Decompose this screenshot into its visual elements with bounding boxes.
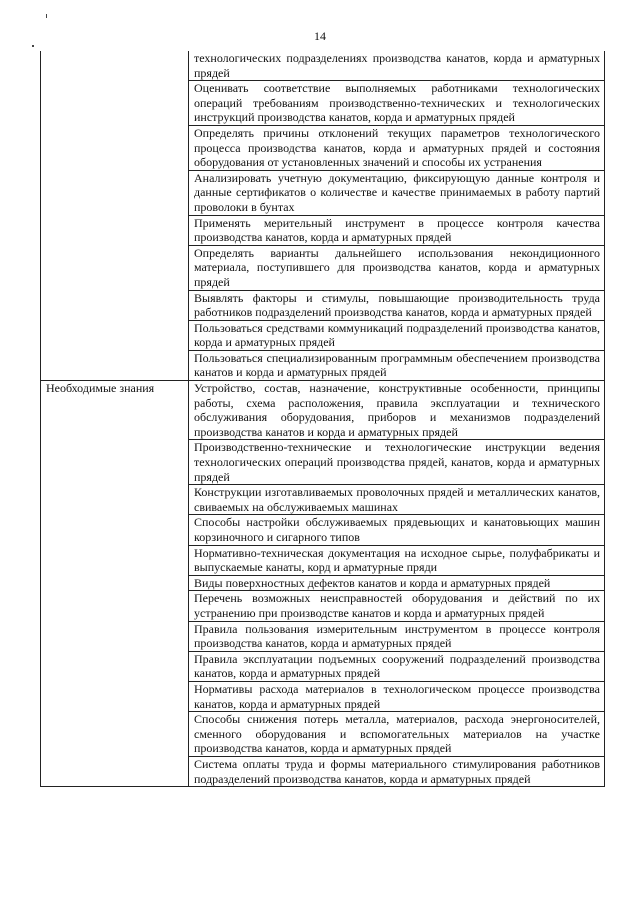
skill-item: Пользоваться специализированным программным обеспечением производства канатов и корда и арматурных прядей [189,350,605,380]
knowledge-item: Система оплаты труда и формы материального стимулирования работников подразделений производства канатов, корда и арматурных прядей [189,756,605,786]
knowledge-item: Конструкции изготавливаемых проволочных прядей и металлических канатов, свиваемых на обслуживаемых машинах [189,485,605,515]
competency-table [40,51,605,787]
page-number: 14 [314,29,326,43]
skill-item: Определять варианты дальнейшего использования некондиционного материала, поступившего для производства канатов, корда и арматурных прядей [189,245,605,290]
skill-item: Определять причины отклонений текущих параметров технологического процесса производства канатов, корда и арматурных прядей и состояния оборудования от установленных значений и способы их устранения [189,125,605,170]
knowledge-item: Способы снижения потерь металла, материалов, расхода энергоносителей, сменного оборудования и вспомогательных материалов на участке производства канатов, корда и арматурных прядей [189,712,605,757]
skill-item: Оценивать соответствие выполняемых работниками технологических операций требованиям производственно-технических и технологических инструкций производства канатов, корда и арматурных прядей [189,81,605,126]
skill-item: Пользоваться средствами коммуникаций подразделений производства канатов, корда и арматурных прядей [189,320,605,350]
skill-item: технологических подразделениях производства канатов, корда и арматурных прядей [189,51,605,81]
scan-speck [46,14,47,18]
knowledge-item: Виды поверхностных дефектов канатов и корда и арматурных прядей [189,575,605,591]
scan-speck [32,45,34,47]
knowledge-item: Производственно-технические и технологические инструкции ведения технологических операций производства прядей, канатов, корда и арматурных прядей [189,440,605,485]
knowledge-item: Устройство, состав, назначение, конструктивные особенности, принципы работы, схема расположения, правила эксплуатации и технического обслуживания оборудования, приборов и механизмов подразделений производства канатов и корда и арматурных прядей [189,381,605,440]
table-row [41,381,605,440]
knowledge-item: Способы настройки обслуживаемых прядевьющих и канатовьющих машин корзиночного и сигарного типов [189,515,605,545]
section-label: Необходимые знания [41,381,189,787]
skill-item: Применять мерительный инструмент в процессе контроля качества производства канатов, корда и арматурных прядей [189,215,605,245]
section-label [41,51,189,381]
knowledge-item: Правила эксплуатации подъемных сооружений подразделений производства канатов, корда и арматурных прядей [189,651,605,681]
knowledge-item: Правила пользования измерительным инструментом в процессе контроля производства канатов, корда и арматурных прядей [189,621,605,651]
table-row [41,51,605,81]
skill-item: Анализировать учетную документацию, фиксирующую данные контроля и данные сертификатов о количестве и качестве принимаемых в работу партий проволоки в бунтах [189,170,605,215]
knowledge-item: Нормативно-техническая документация на исходное сырье, полуфабрикаты и выпускаемые канаты, корд и арматурные пряди [189,545,605,575]
knowledge-item: Перечень возможных неисправностей оборудования и действий по их устранению при производстве канатов и корда и арматурных прядей [189,591,605,621]
knowledge-item: Нормативы расхода материалов в технологическом процессе производства канатов, корда и арматурных прядей [189,681,605,711]
skill-item: Выявлять факторы и стимулы, повышающие производительность труда работников подразделений производства канатов, корда и арматурных прядей [189,290,605,320]
